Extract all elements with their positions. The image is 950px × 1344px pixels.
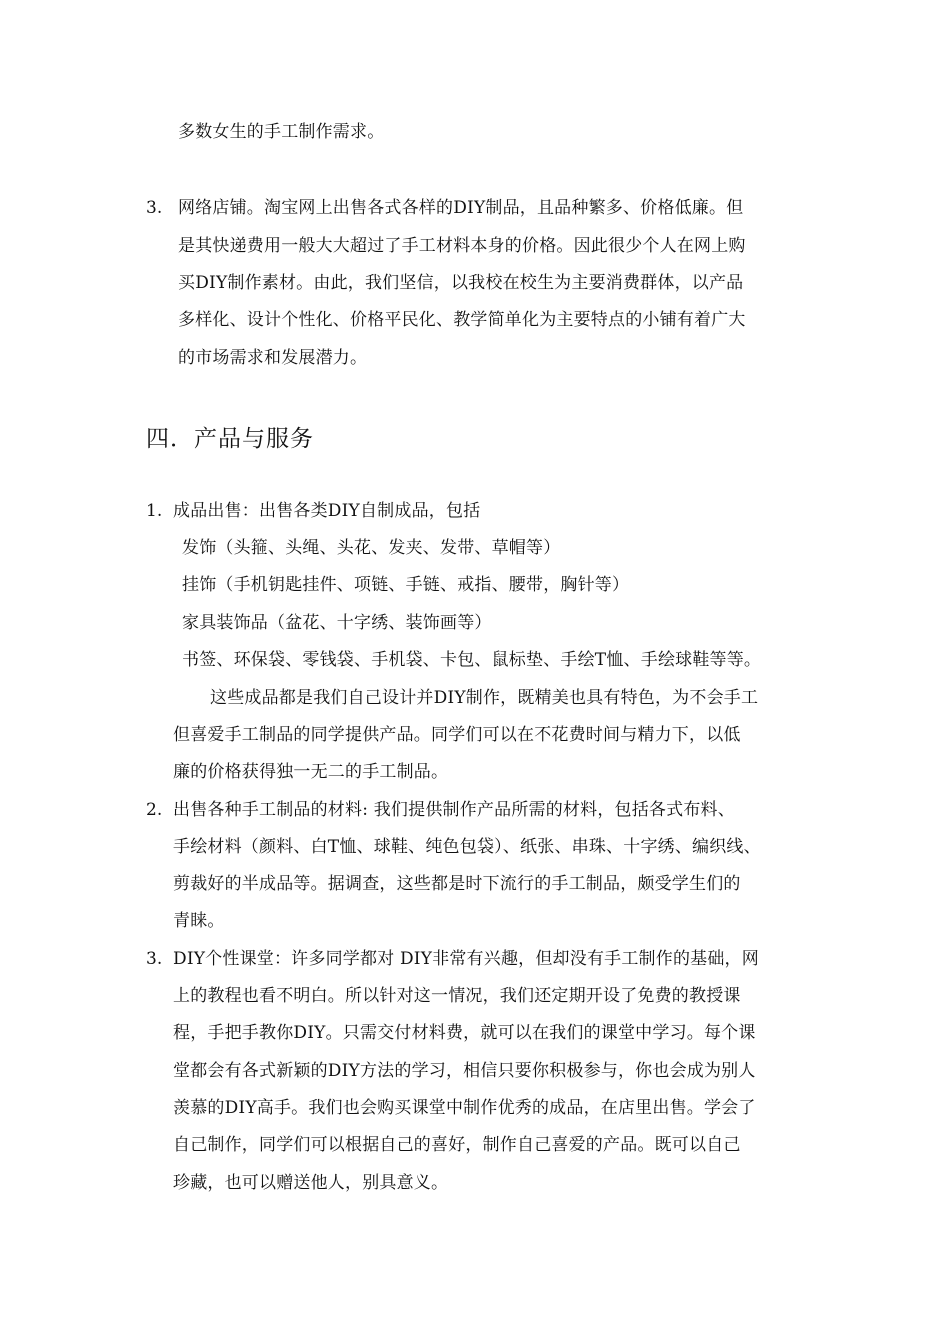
paragraph-line: 剪裁好的半成品等。据调查，这些都是时下流行的手工制品，颇受学生们的	[173, 874, 741, 894]
paragraph-line: 但喜爱手工制品的同学提供产品。同学们可以在不花费时间与精力下，以低	[173, 725, 741, 745]
paragraph-line: 程，手把手教你DIY。只需交付材料费，就可以在我们的课堂中学习。每个课	[173, 1023, 756, 1043]
paragraph-line: DIY个性课堂：许多同学都对 DIY非常有兴趣，但却没有手工制作的基础，网	[173, 949, 759, 969]
paragraph-line: 羡慕的DIY高手。我们也会购买课堂中制作优秀的成品，在店里出售。学会了	[173, 1098, 756, 1118]
paragraph-line: 廉的价格获得独一无二的手工制品。	[173, 762, 449, 782]
product-category: 家具装饰品（盆花、十字绣、装饰画等）	[182, 613, 492, 633]
list-number: 1.	[146, 501, 163, 521]
product-category: 发饰（头箍、头绳、头花、发夹、发带、草帽等）	[182, 538, 561, 558]
paragraph-line: 是其快递费用一般大大超过了手工材料本身的价格。因此很少个人在网上购	[178, 236, 746, 256]
paragraph-line: 多数女生的手工制作需求。	[178, 122, 385, 142]
paragraph-line: 的市场需求和发展潜力。	[178, 348, 368, 368]
product-category: 挂饰（手机钥匙挂件、项链、手链、戒指、腰带，胸针等）	[182, 575, 630, 595]
paragraph-line: 自己制作，同学们可以根据自己的喜好，制作自己喜爱的产品。既可以自己	[173, 1135, 741, 1155]
list-number: 3.	[146, 198, 163, 218]
list-heading: 成品出售：出售各类DIY自制成品，包括	[173, 501, 481, 521]
product-category: 书签、环保袋、零钱袋、手机袋、卡包、鼠标垫、手绘T恤、手绘球鞋等等。	[182, 650, 762, 670]
paragraph-line: 出售各种手工制品的材料: 我们提供制作产品所需的材料，包括各式布料、	[173, 800, 735, 820]
list-number: 3.	[146, 949, 163, 969]
section-title: 四．产品与服务	[146, 426, 314, 452]
paragraph-line: 这些成品都是我们自己设计并DIY制作，既精美也具有特色，为不会手工	[210, 688, 759, 708]
paragraph-line: 堂都会有各式新颖的DIY方法的学习，相信只要你积极参与，你也会成为别人	[173, 1061, 756, 1081]
paragraph-line: 手绘材料（颜料、白T恤、球鞋、纯色包袋）、纸张、串珠、十字绣、编织线、	[173, 837, 761, 857]
paragraph-line: 青睐。	[173, 911, 225, 931]
paragraph-line: 上的教程也看不明白。所以针对这一情况，我们还定期开设了免费的教授课	[173, 986, 741, 1006]
list-number: 2.	[146, 800, 163, 820]
paragraph-line: 多样化、设计个性化、价格平民化、教学简单化为主要特点的小铺有着广大	[178, 310, 746, 330]
paragraph-line: 珍藏，也可以赠送他人，别具意义。	[173, 1173, 449, 1193]
paragraph-line: 网络店铺。淘宝网上出售各式各样的DIY制品，且品种繁多、价格低廉。但	[178, 198, 744, 218]
paragraph-line: 买DIY制作素材。由此，我们坚信，以我校在校生为主要消费群体，以产品	[178, 273, 744, 293]
